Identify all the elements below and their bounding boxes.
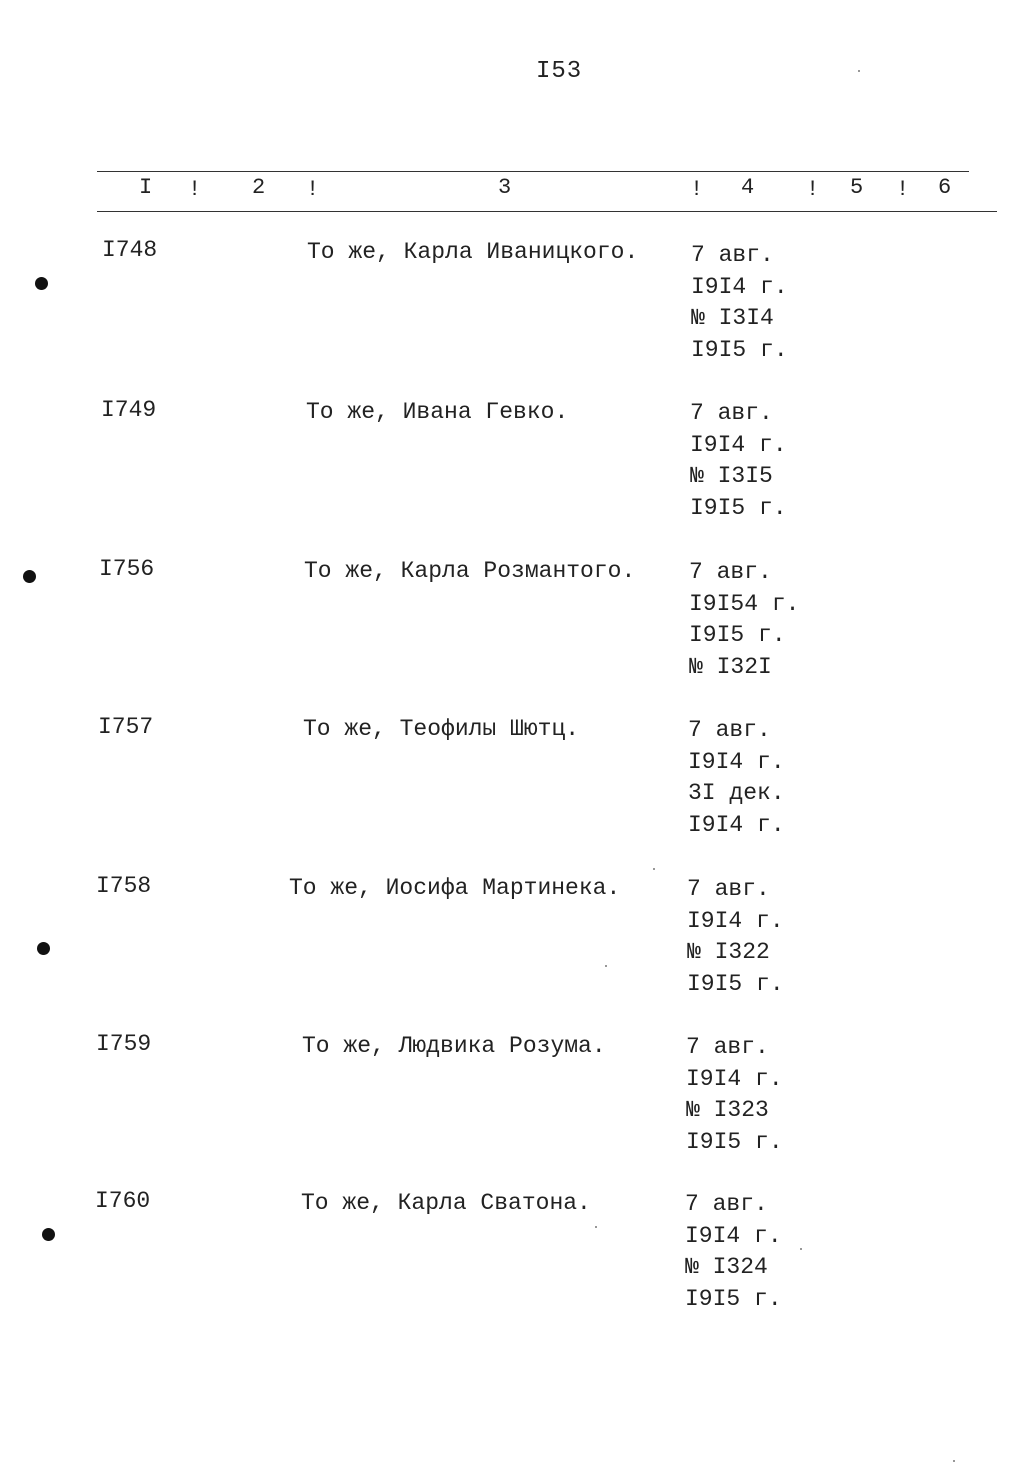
entry-number: I748 [102,237,158,263]
entry-date-line: 7 авг. [689,559,772,585]
entry-number: I760 [95,1188,151,1214]
entry-dates [688,715,785,841]
entry-dates [687,874,784,1000]
entry-title: То же, Людвика Розума. [302,1033,606,1059]
table-row [0,555,1024,705]
entry-date-line: № I3I4 [691,305,774,331]
scan-speck [800,1248,802,1250]
entry-date-line: 7 авг. [688,717,771,743]
entry-date-line: I9I4 г. [686,1065,783,1092]
entry-date-line: I9I4 г. [687,907,784,934]
entry-date-line: 7 авг. [687,876,770,902]
table-row [0,713,1024,863]
entry-number: I758 [96,873,152,899]
column-header-3: 3 [498,175,512,200]
scan-speck [595,1226,597,1228]
table-row [0,1030,1024,1180]
entry-date-line: I9I5 г. [689,622,786,648]
table-row [0,872,1024,1022]
entry-date-line: I9I5 г. [685,1285,782,1312]
column-separator: ! [806,177,820,202]
entry-date-line: 7 авг. [691,242,774,268]
entry-date-line: I9I4 г. [690,431,787,458]
entry-title: То же, Иосифа Мартинека. [289,875,621,901]
entry-date-line: I9I5 г. [687,970,784,997]
column-separator: ! [690,177,704,202]
entry-date-line: 7 авг. [690,400,773,426]
entry-date-line: № I322 [687,939,770,965]
entry-date-line: 3I дек. [688,780,785,806]
punch-hole [37,942,50,955]
column-header-4: 4 [741,175,755,200]
entry-title: То же, Карла Сватона. [301,1190,591,1216]
entry-title: То же, Карла Розмантого. [304,558,636,584]
entry-date-line: 7 авг. [685,1191,768,1217]
entry-number: I749 [101,397,157,423]
entry-date-line: 7 авг. [686,1034,769,1060]
table-row [0,236,1024,386]
entry-dates [685,1189,782,1315]
entry-dates [690,398,787,524]
table-header-rule [97,211,997,212]
punch-hole [35,277,48,290]
entry-dates [689,557,799,683]
entry-date-line: I9I5 г. [686,1128,783,1155]
entry-date-line: № I32I [689,653,772,680]
punch-hole [42,1228,55,1241]
entry-number: I759 [96,1031,152,1057]
entry-date-line: I9I5 г. [690,494,787,521]
page-number: I53 [536,58,583,85]
entry-number: I757 [98,714,154,740]
column-separator: ! [306,177,320,202]
entry-date-line: № I3I5 [690,463,773,489]
entry-date-line: I9I4 г. [688,748,785,775]
scan-speck [858,70,860,72]
scan-speck [653,868,655,870]
entry-number: I756 [99,556,155,582]
table-top-rule [97,171,969,172]
table-row [0,1187,1024,1337]
scan-speck [953,1460,955,1462]
entry-date-line: I9I4 г. [688,811,785,838]
entry-date-line: I9I4 г. [691,273,788,300]
column-header-6: 6 [938,175,952,200]
entry-date-line: I9I4 г. [685,1222,782,1249]
entry-date-line: № I324 [685,1254,768,1280]
entry-date-line: I9I54 г. [689,590,800,617]
column-header-5: 5 [850,175,864,200]
entry-title: То же, Теофилы Шютц. [303,716,580,742]
column-separator: ! [188,177,202,202]
entry-date-line: I9I5 г. [691,336,788,363]
column-header-2: 2 [252,175,266,200]
entry-dates [691,240,788,366]
table-row [0,396,1024,546]
scan-speck [605,965,607,967]
entry-date-line: № I323 [686,1097,769,1123]
entry-dates [686,1032,783,1158]
punch-hole [23,570,36,583]
column-header-1: I [139,175,153,200]
entry-title: То же, Ивана Гевко. [306,399,569,425]
entry-title: То же, Карла Иваницкого. [307,239,639,265]
column-separator: ! [896,177,910,202]
